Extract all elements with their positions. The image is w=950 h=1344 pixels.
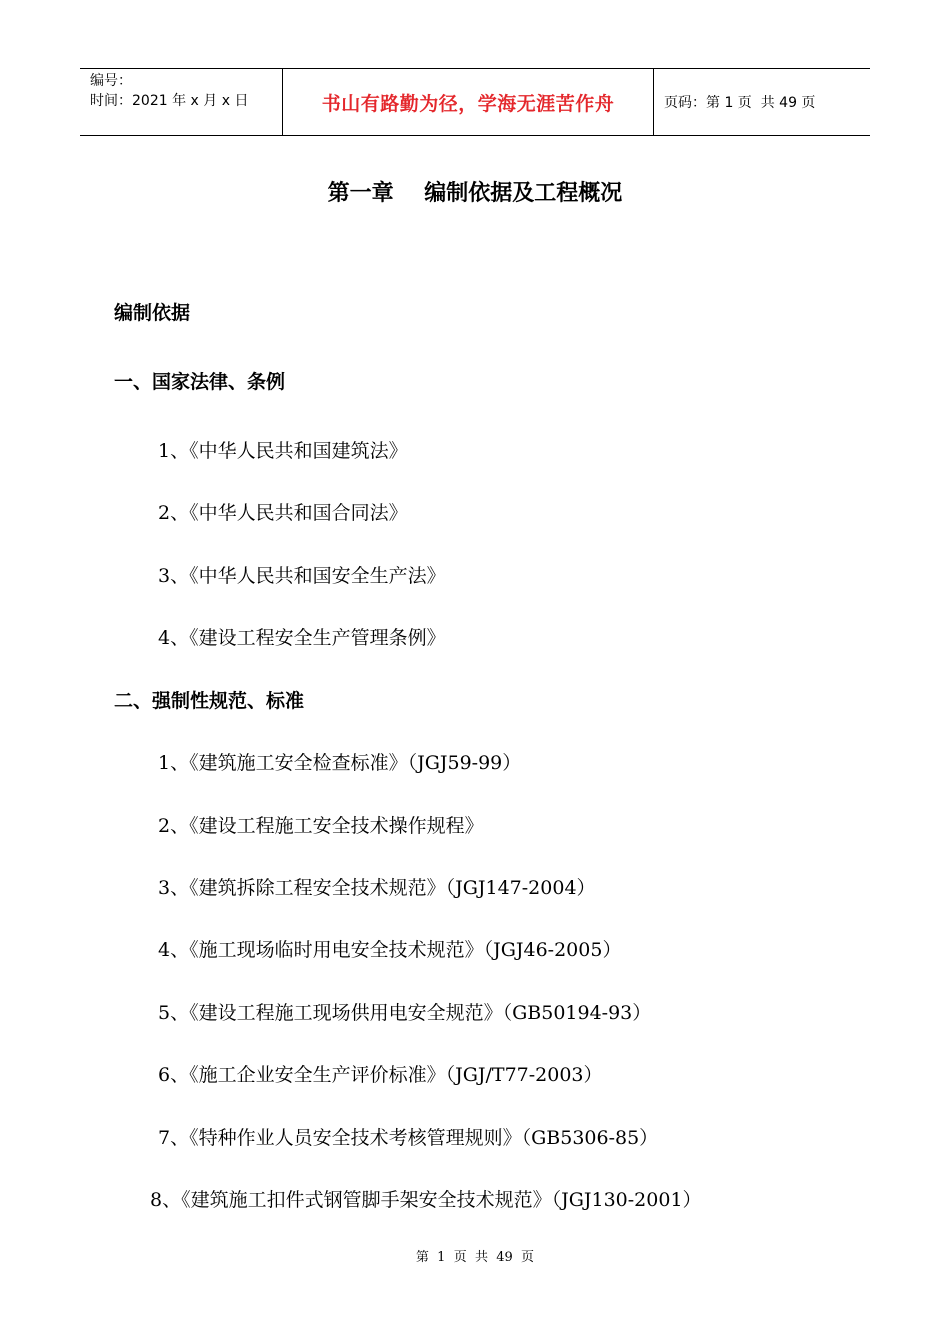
section-heading: 一、国家法律、条例 <box>114 371 286 393</box>
list-item: 4、《建设工程安全生产管理条例》 <box>158 627 446 649</box>
list-item: 5、《建设工程施工现场供用电安全规范》（GB50194-93） <box>158 1002 652 1024</box>
header-meta <box>80 69 282 135</box>
list-item: 6、《施工企业安全生产评价标准》（JGJ/T77-2003） <box>158 1064 603 1086</box>
page-header <box>80 68 870 136</box>
document-time-label: 时间：2021 年 x 月 x 日 <box>90 93 249 109</box>
basis-heading: 编制依据 <box>114 302 191 324</box>
page-footer: 第 1 页 共 49 页 <box>415 1250 535 1265</box>
list-item: 8、《建筑施工扣件式钢管脚手架安全技术规范》（JGJ130-2001） <box>150 1189 702 1211</box>
document-number-label: 编号： <box>90 73 132 89</box>
list-item: 2、《建设工程施工安全技术操作规程》 <box>158 815 484 837</box>
list-item: 7、《特种作业人员安全技术考核管理规则》（GB5306-85） <box>158 1127 659 1149</box>
list-item: 1、《建筑施工安全检查标准》（JGJ59-99） <box>158 752 522 774</box>
header-page-info: 页码：第 1 页 共 49 页 <box>664 95 816 111</box>
list-item: 4、《施工现场临时用电安全技术规范》（JGJ46-2005） <box>158 939 622 961</box>
header-slogan: 书山有路勤为径，学海无涯苦作舟 <box>282 69 654 135</box>
chapter-title: 第一章 编制依据及工程概况 <box>327 181 623 206</box>
section-heading: 二、强制性规范、标准 <box>114 690 305 712</box>
list-item: 2、《中华人民共和国合同法》 <box>158 502 408 524</box>
list-item: 3、《建筑拆除工程安全技术规范》（JGJ147-2004） <box>158 877 596 899</box>
list-item: 1、《中华人民共和国建筑法》 <box>158 440 408 462</box>
list-item: 3、《中华人民共和国安全生产法》 <box>158 565 446 587</box>
